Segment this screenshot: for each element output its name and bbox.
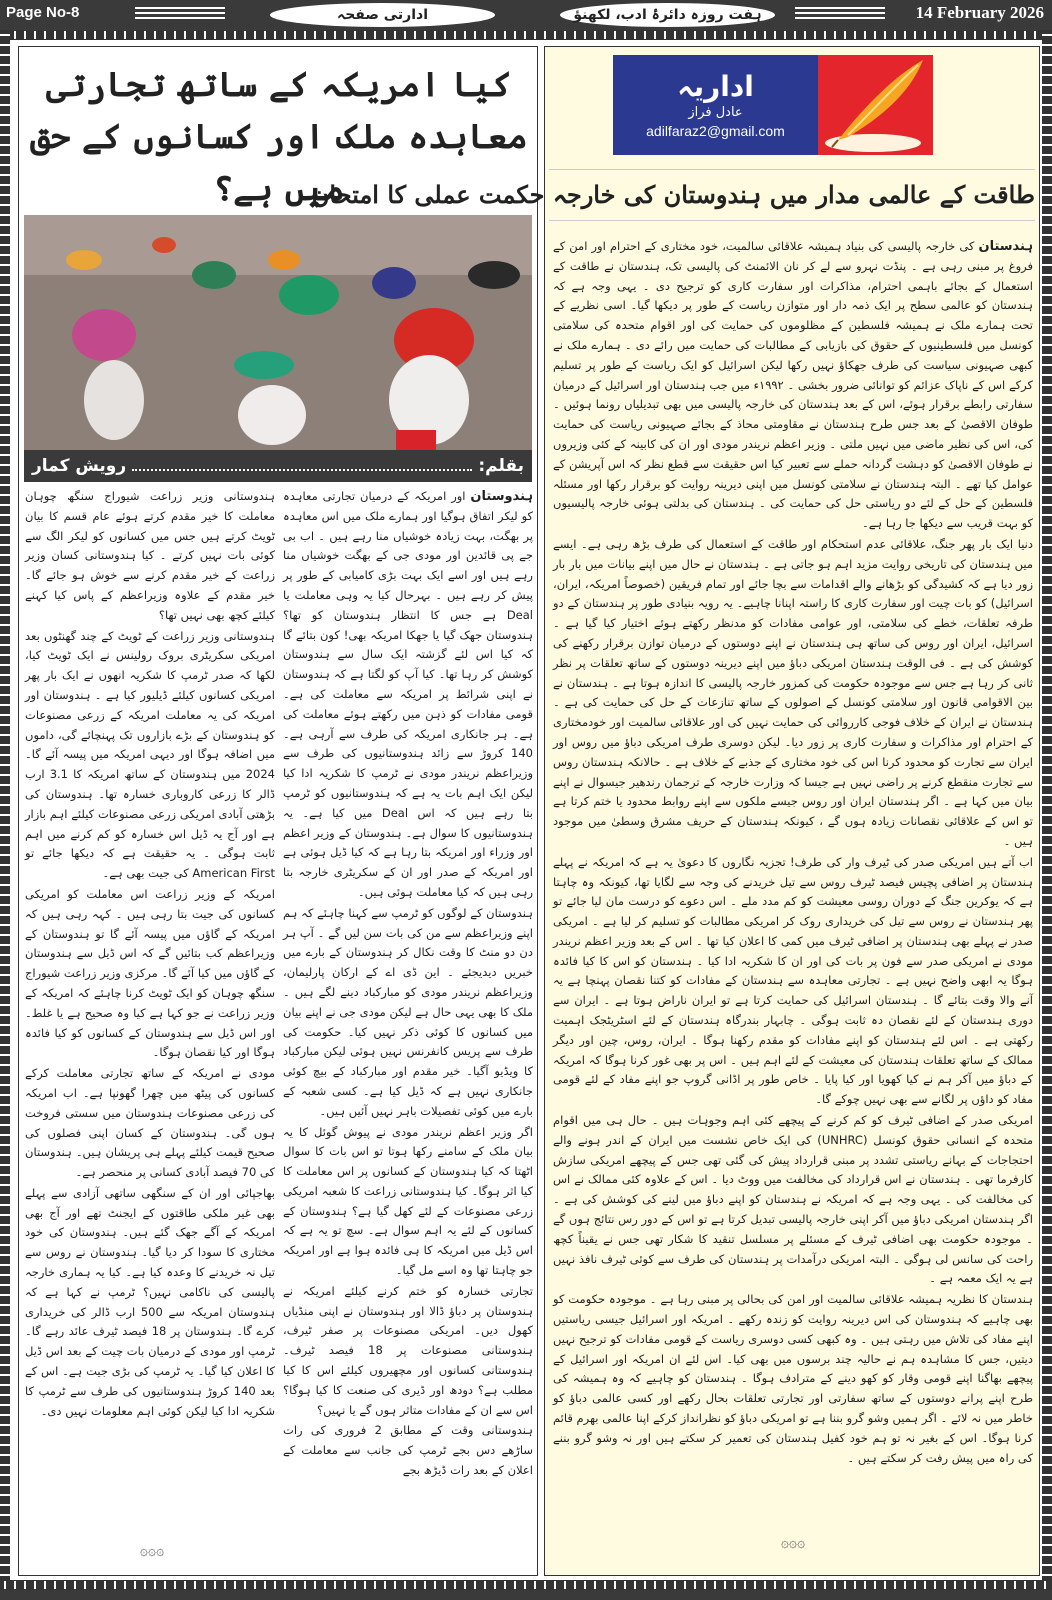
photo-illustration [24,215,532,450]
lead-word: ہندوستان [470,489,533,504]
left-ornament-row [25,1539,533,1563]
byline-dots [132,461,472,471]
banner-author: عادل فراز [688,105,743,120]
farmers-protest-photo [24,215,532,450]
publication-name: ہفت روزہ دائرۂ ادب، لکھنؤ [560,3,775,27]
paragraph [25,487,275,626]
paragraph-text: کی خارجہ پالیسی کی بنیاد ہمیشہ علاقائی سالمیت، خود مختاری کے احترام اور امن کے فروغ پر مبنی رہی ہے ۔ پنڈت نہرو سے لے کر نان الائمنٹ کی پالیسی تک، ہندستان نے طاقت کے استعمال کے بجائے باہمی احترام، مذاکرات اور سفارت کاری کو ترجیح دی ۔ یہی وجہ ہے کہ ہندستان کو عالمی سطح پر ایک ذمہ دار اور متوازن ریاست کے طور پر دیکھا گیا۔ اسی نظریے کے تحت ہمارے ملک نے ہمیشہ فلسطین کے مظلوموں کی حمایت کی اور اقوام متحدہ کی سلامتی کونسل میں فلسطینیوں کے حقوق کی بازیابی کے مطالبات کی حمایت میں رائے دی ۔ ہمارے ملک نے کبھی صہیونی سیاست کی طرف جھکاؤ نہیں رکھا لیکن اسرائیل کو ایک ریاست کے طور پر تسلیم کرکے اس کے ناپاک عزائم کو توانائی ضرور بخشی ۔ ۱۹۹۲ء میں جب ہندستان اور اسرائیل کے درمیان سفارتی رابطے برقرار ہوئے، اس کے بعد ہندستان کی خارجہ پالیسی میں بھی تبدیلیاں رونما ہوئیں ۔ طوفان الاقصیٰ کے بعد جس طرح ہندستان نے مقاومتی محاذ کے بجائے صہیونی ریاست کی حمایت کی، اس کی نظیر ماضی میں نہیں ملتی ۔ وزیر اعظم نریندر مودی اور ان کی کابینہ کے کئی وزیروں نے طوفان الاقصیٰ کو دہشت گردانہ حملے سے تعبیر کیا اس حقیقت سے قطع نظر کہ اس آپریشن کے عوامل کیا تھے ۔ البتہ ہندستان نے سلامتی کونسل میں اپنی دیرینہ روایت کو برقرار رکھا اور مسئلہ فلسطین کے حل کے لئے دو ریاستی حل کی حمایت کی ۔ ہندستان کی بدلتی ہوئی خارجہ پالیسیوں کو بہت قریب سے دیکھا جا رہا ہے۔ [553,239,1033,531]
editorial-title: طاقت کے عالمی مدار میں ہندوستان کی خارجہ حکمت عملی کا امتحان [549,169,1035,221]
paragraph [553,853,1033,1110]
ornamental-border-right [1042,30,1052,1590]
left-article-column-left [25,487,275,1527]
ornamental-border-left [0,30,10,1590]
left-article-column-right [283,487,533,1527]
left-article [18,46,538,1576]
paragraph-text: مودی نے امریکہ کے ساتھ تجارتی معاملت کرکے کسانوں کی پیٹھ میں چھرا گھونپا ہے۔ اب امریکہ کی زرعی مصنوعات ہندوستان میں سستی فروخت ہوں گی۔ ہندوستان کے کسان اپنی فصلوں کی صحیح قیمت کیلئے پہلے ہی پریشان ہیں۔ ہندوستان کی 70 فیصد آبادی کسانی پر منحصر ہے۔ [25,1066,275,1180]
editorial-body [553,237,1033,1517]
left-article-columns [25,487,533,1527]
ornamental-border-bottom [0,1580,1052,1590]
paragraph [283,1282,533,1421]
paragraph [25,1064,275,1183]
banner-blue-panel [613,55,818,155]
paragraph [283,487,533,903]
paragraph [283,904,533,1122]
quill-pen-icon [818,55,933,155]
end-ornament: ۞۞۞ [139,1543,165,1559]
header-bar [0,0,1052,30]
paragraph-text: امریکی صدر کے اضافی ٹیرف کو کم کرنے کے پیچھے کئی اہم وجوہات ہیں ۔ حال ہی میں اقوام متحدہ کے انسانی حقوق کونسل (UNHRC) کی ایک خاص نشست میں ایران کے اندر ہونے والے احتجاجات کے بہانے ریاستی تشدد پر مبنی قرارداد پیش کی گئی تھی جس کے پیچھے امریکی سازش کارفرما تھی ۔ ہندستان نے اس قرارداد کی مخالفت میں ووٹ دیا ۔ اس کے علاوہ کئی ممالک نے اس کی مخالفت کی ۔ یہی وجہ ہے کہ امریکہ نے ہندستان کو اپنے دباؤ میں لینے کی کوشش کی ہے ۔ اگر ہندستان امریکی دباؤ میں آکر اپنی خارجہ پالیسی تبدیل کرتا ہے تو اس کے دور رس نتائج ہوں گے ۔ موجودہ حکومت بھی اضافی ٹیرف کے مسئلے پر مسلسل تنقید کا شکار تھی جس نے یقیناً کچھ راحت کی سانس لی ہوگی ۔ البتہ امریکی درآمدات پر ہندستان کی طرف سے کوئی ٹیرف نافذ نہیں ہے یہ ایک معمہ ہے ۔ [553,1113,1034,1286]
paragraph [283,1123,533,1281]
paragraph [25,1184,275,1422]
decorative-lines [135,7,225,23]
paragraph-text: ہندوستانی وزیر زراعت کے ٹویٹ کے چند گھنٹوں بعد امریکی سکریٹری بروک رولینس نے ایک ٹویٹ کیا، لکھا کہ صدر ٹرمپ کا شکریہ انھوں نے ایک بار پھر امریکی کسانوں کیلئے ڈیلیور کیا ہے ۔ ہندوستان اور امریکہ کی یہ معاملت امریکہ کے زرعی مصنوعات کو ہندوستان کے بڑے بازاروں تک پہنچائے گی، داموں میں اضافہ ہوگا اور دیہی امریکہ میں پیسہ آئے گا۔ 2024 میں ہندوستان کے ساتھ امریکہ کا 3.1 ارب ڈالر کا زرعی کاروباری خسارہ تھا۔ ہندوستان کی بڑھتی آبادی امریکی زرعی مصنوعات کیلئے اہم بازار ہے اور آج یہ ڈیل اس خسارہ کو کم کرنے میں اہم ثابت ہوگی ۔ یہ حقیقت ہے کہ دیکھا جائے تو American First کی جیت بھی ہے۔ [25,628,275,881]
byline-author: رویش کمار [32,456,127,476]
paragraph-text: ہندوستان کے لوگوں کو ٹرمپ سے کہنا چاہئے کہ ہم اپنے وزیراعظم سے من کی بات سن لیں گے ۔ آپ ہر دن دو منٹ کا وقت نکال کر ہندوستان کے بارے میں خبریں دیدیجئے ۔ این ڈی اے کے ارکان پارلیمان، وزیراعظم نریندر مودی کو مبارکباد دینے لگے ہیں ۔ ملک کا بھی یہی حال ہے لیکن مودی جی نے اپنے بیان میں کسانوں کا کوئی ذکر نہیں کیا۔ حکومت کی طرف سے پریس کانفرنس نہیں ہوئی لیکن مبارکباد کا ویڈیو آگیا۔ خیر مقدم اور مبارکباد کے بیچ کوئی جانکاری نہیں ہے کہ ڈیل کیا ہے۔ کسی شعبہ کے بارے میں کوئی تفصیلات باہر نہیں آئیں ہیں۔ [283,905,533,1118]
paragraph-text: اور امریکہ کے درمیان تجارتی معاہدہ کو لیکر اتفاق ہوگیا اور ہمارے ملک میں اس معاہدہ پر بھگت، بہت زیادہ خوشیاں منا رہے ہیں ۔ اب بی جے پی قائدین اور مودی جی کے بھگت خوشیاں منا رہے ہیں اور اسے ایک بہت بڑی کامیابی کے طور پر پیش کر رہے ہیں ۔ بہرحال کیا یہ وہی معاملت یا Deal ہے جس کا انتظار ہندوستان کو تھا؟ ہندوستان جھک گیا یا جھکا امریکہ بھی! کون بتائے گا کہ کیا اس لئے گزشتہ ایک سال سے ہندوستان کوشش کر رہا تھا۔ کیا آپ کو لگتا ہے کہ ہندوستان نے اپنی شرائط پر امریکہ سے معاملت کی ہے۔ قومی مفادات کو ذہن میں رکھتے ہوئے معاملت کی ہے۔ ہر جانکاری امریکہ کی طرف سے آرہی ہے۔ 140 کروڑ سے زائد ہندوستانیوں کی طرف سے وزیراعظم نریندر مودی نے ٹرمپ کا شکریہ ادا کیا لیکن ایک اہم بات یہ ہے کہ ہندوستانیوں کو ٹرمپ بتا رہے ہیں کہ اس Deal میں کیا ہے۔ یہ ہندوستانیوں کا سوال ہے۔ ہندوستان کے وزیر اعظم اور وزراء اور امریکہ بتا رہا ہے کہ کیا ڈیل ہوئی ہے اور امریکہ کے صدر اور ان کے سکریٹری خارجہ بتا رہی ہیں کہ کیا معاملت ہوئی ہیں۔ [283,489,533,899]
issue-date: 14 February 2026 [915,3,1044,22]
page-number: Page No-8 [6,4,80,21]
paragraph [25,627,275,884]
paragraph [553,1111,1033,1289]
editorial-banner [613,55,933,155]
paragraph-text: ہندوستانی وزیر زراعت شیوراج سنگھ چوہان معاملت کا خیر مقدم کرتے ہوئے عام قسم کا بیان ٹویٹ کرتے ہیں جس میں کسانوں کو لیکر الگ سے کوئی بات نہیں کرتے ۔ کیا ہندوستانی کسان وزیر زراعت کے خیر مقدم کرنے سے خوش ہو جائے گا۔ خیر مقدم کے علاوہ وزیراعظم کے پاس کیا کہنے کیلئے کچھ بھی نہیں تھا؟ [25,489,275,622]
banner-title: اداریہ [677,70,754,103]
paragraph [553,237,1033,534]
paragraph-text: دنیا ایک بار پھر جنگ، علاقائی عدم استحکام اور طاقت کے استعمال کی طرف بڑھ رہی ہے۔ ایسے میں ہندستان کی تاریخی روایت مزید اہم ہو جاتی ہے ۔ ہندستان نے حال میں اپنے بیانات میں بار بار زور دیا ہے کہ کشیدگی کو بڑھانے والے اقدامات سے بچا جائے اور تمام فریقین (خصوصاً امریکہ، ایران، اسرائیل) کو بات چیت اور سفارت کاری کا راستہ اپنانا چاہیے۔ یہ رویہ بنیادی طور پر ہندستان کے دو طرفہ تعلقات، خطے کی سلامتی، اور عوامی مفادات کو مدنظر رکھتے ہوئے اختیار کیا گیا ہے ۔ اسرائیل، ایران اور روس کی ساتھ ہی ہندستان نے اپنے دوستوں کے درمیان توازن برقرار رکھنے کی کوشش کی ہے ۔ فی الوقت ہندستان امریکی دباؤ میں اپنے دیرینہ دوستوں کے ساتھ تعلقات پر نظر ثانی کر رہا ہے جس سے موجودہ حکومت کی کمزور خارجہ پالیسی کا اندازہ ہوتا ہے ۔ ہندستان نے بین الاقوامی قانون اور سلامتی کونسل کے اصولوں کے ساتھ تنازعات کے حل کی حمایت کی ہے ۔ ہندستان نے ایران کے خلاف فوجی کارروائی کی حمایت نہیں کی اور علاقائی سالمیت اور خودمختاری کے احترام اور مذاکرات و سفارت کاری پر زور دیا۔ لیکن دوسری طرف امریکی دباؤ میں روس اور ایران سے تجارت کو محدود کرنا اس کی خود مختاری کے جذبے کے خلاف ہے ۔ حالانکہ ہندستان روس سے تجارت منقطع کرنے پر راضی نہیں ہے جیسا کہ وزارت خارجہ کے ترجمان رندھیر جیسوال نے اپنے بیان میں کہا ہے ۔ اگر ہندستان ایران اور روس جیسے ملکوں سے اپنے روابط محدود یا ختم کرتا ہے تو اس کے علاقائی نقصانات زیادہ ہوں گے ، کیونکہ ہندستان کے حریف مشرق وسطیٰ میں موجود ہیں ۔ [553,536,1033,848]
paragraph-text: امریکہ کے وزیر زراعت اس معاملت کو امریکی کسانوں کی جیت بتا رہی ہیں ۔ کہہ رہی ہیں کہ امریکہ کے گاؤں میں پیسہ آئے گا تو ہندوستان کے وزیراعظم کب بتائیں گے کہ اس ڈیل سے ہندوستان کے گاؤں میں کیا آئے گا۔ مرکزی وزیر زراعت شیوراج سنگھ چوہان کو ایک ٹویٹ کرنا چاہئے کہ امریکہ کے وزیر زراعت نے جو کہا ہے کیا وہ صحیح ہے یا غلط۔ اور اس ڈیل سے ہندوستان کے کسانوں کو کیا فائدہ ہوگا اور کیا نقصان ہوگا۔ [25,886,275,1060]
byline-label: بقلم: [478,456,524,476]
paragraph-text: اگر وزیر اعظم نریندر مودی نے پیوش گوئل کا یہ بیان ملک کے سامنے رکھا ہوتا تو اس بات کا سوال اٹھتا کہ کیا ہندوستان کے کسانوں پر اس معاملت کا کیا اثر ہوگا۔ کیا ہندوستانی زراعت کا شعبہ امریکی زرعی مصنوعات کے لئے کھل گیا ہے؟ ہندوستان کے کسانوں کے لئے یہ اہم سوال ہے۔ سچ تو یہ ہے کہ اس ڈیل میں امریکہ کا ہی فائدہ ہوا ہے اور امریکہ جو چاہتا تھا وہ اسے مل گیا۔ [283,1124,533,1278]
footer-bar [0,1590,1052,1600]
paragraph-text: ہندوستانی وقت کے مطابق 2 فروری کی رات ساڑھے دس بجے ٹرمپ کی جانب سے معاملت کے اعلان کے بعد رات ڈیڑھ بجے [283,1423,533,1478]
decorative-lines [795,7,885,23]
paragraph [553,535,1033,852]
ornamental-border-top [0,30,1052,40]
paragraph [553,1290,1033,1468]
ornament-slot-right [279,1539,533,1563]
paragraph-text: ہندستان کا نظریہ ہمیشہ علاقائی سالمیت اور امن کی بحالی پر مبنی رہا ہے ۔ موجودہ حکومت کو بھی چاہیے کہ ہندوستان کی اس دیرینہ روایت کو زندہ رکھے ۔ امریکہ اور اسرائیل جیسی ریاستیں اپنے مفاد کی تلاش میں رہتی ہیں ۔ وہ کبھی کسی دوسری ریاست کے قومی مفادات کو ترجیح نہیں دیتیں، جس کا مشاہدہ ہم نے حالیہ چند برسوں میں بھی کیا۔ اس لئے ان امریکہ اور اسرائیل کے پیچھے بھاگنا اپنے قومی وقار کو کھو دینے کے مترادف ہوگا ۔ ہندستان کو چاہیے کہ وہ ہمیشہ کی طرح اپنے پرانے دوستوں کے ساتھ سفارتی اور تجارتی تعلقات بحال رکھے اور کسی عالمی دباؤ کو خاطر میں نہ لائے ۔ اگر ہمیں وشو گرو بننا ہے تو امریکی دباؤ کو نظرانداز کرکے اپنا عالمی بھرم قائم کرنا ہوگا۔ اس کے بغیر نہ تو ہم خود کفیل ہندستان کی تعمیر کر سکتے ہیں اور نہ وشو گرو بننے کی راہ میں پیش رفت کر سکتے ہیں ۔ [553,1292,1033,1465]
section-label: ادارتی صفحہ [270,3,495,27]
paragraph-text: بھاجپائی اور ان کے سنگھی ساتھی آزادی سے پہلے بھی غیر ملکی طاقتوں کے ایجنٹ تھے اور آج بھی امریکہ کے آگے جھک گئے ہیں۔ ہندوستان کی خود مختاری کا سودا کر دیا گیا۔ ہندوستان نے روس سے تیل نہ خریدنے کا وعدہ کیا ہے۔ کیا یہ ہماری خارجہ پالیسی کی ناکامی نہیں؟ ٹرمپ نے کہا ہے کہ ہندوستان امریکہ سے 500 ارب ڈالر کی خریداری کرے گا۔ ہندوستان پر 18 فیصد ٹیرف عائد رہے گا۔ ٹرمپ اور مودی کے درمیان بات چیت کے بعد اس ڈیل کا اعلان کیا گیا۔ یہ ٹرمپ کی بڑی جیت ہے۔ اس کے بعد 140 کروڑ ہندوستانیوں کی طرف سے ٹرمپ کا شکریہ ادا کیا لیکن کوئی اہم معلومات نہیں دی۔ [25,1185,275,1418]
paragraph [283,1421,533,1480]
lead-word: ہندستان [978,239,1033,254]
paragraph-text: تجارتی خسارہ کو ختم کرنے کیلئے امریکہ نے ہندوستان پر دباؤ ڈالا اور ہندوستان نے اپنی منڈیاں کھول دیں۔ امریکی مصنوعات پر صفر ٹیرف، ہندوستانی مصنوعات پر 18 فیصد ٹیرف۔ ہندوستانی کسانوں اور مچھیروں کیلئے اس کا کیا مطلب ہے؟ دودھ اور ڈیری کی صنعت کا کیا ہوگا؟ اس سے ان کے مفادات متاثر ہوں گے یا نہیں؟ [283,1283,533,1417]
author-email[interactable]: adilfaraz2@gmail.com [646,123,785,139]
byline [24,450,532,482]
paragraph [25,885,275,1063]
ornament-slot-left [25,1539,279,1563]
end-ornament: ۞۞۞ [780,1535,806,1551]
right-ornament-row [553,1531,1033,1555]
left-article-title: کیا امریکہ کے ساتھ تجارتی معاہدہ ملک اور کسانوں کے حق میں ہے؟ [30,65,528,209]
paragraph-text: اب آتے ہیں امریکی صدر کی ٹیرف وار کی طرف! تجزیہ نگاروں کا دعویٰ یہ ہے کہ امریکہ نے پہلے ہندستان پر اضافی پچیس فیصد ٹیرف روس سے تیل خریدنے کی وجہ سے لگایا تھا، کیونکہ وہ چاہتا ہے کہ یوکرین جنگ کے دوران روسی معیشت کو کم مدد ملے ۔ اس دعوے کو درست مان لیا جائے تو پھر ہندستان نے روس سے تیل کی خریداری روک کر امریکی مطالبات کو تسلیم کر لیا ہے ۔ امریکی صدر نے پہلے بھی ہندستان پر اضافی ٹیرف میں کمی کا اعلان کیا تھا ۔ اس کے بعد وزیر اعظم نریندر مودی نے امریکی صدر سے فون پر بات کی اور ان کا شکریہ ادا کیا ۔ ہندستان کو اس کا کیا فائدہ ہوگا یہ ابھی واضح نہیں ہے ۔ تجارتی معاہدہ سے ہندستان کے مفادات کو کتنا نقصان پہنچا ہے یہ آنے والا وقت بتائے گا ۔ ہندستان اسرائیل کی حمایت کرتا ہے تو ایران ناراض ہوتا ہے ۔ ایران سے دوری ہندستان کے لئے نقصان دہ ثابت ہوگی ۔ چابہار بندرگاہ ہندستان کے لئے اسٹریٹجک اہمیت رکھتی ہے ۔ اس لئے ہندستان کو اپنے مفادات کو مقدم رکھنا ہوگا ۔ ایران، روس، چین اور دیگر ممالک کے ساتھ تعلقات ہندستان کی معیشت کے لئے اہم ہیں ۔ اس پر بھی غور کرنا ہوگا کہ امریکہ کے دباؤ میں آکر ہم نے کیا کھویا اور کیا پایا ۔ خاص طور پر اڈانی گروپ جو اپنے مفاد کے لئے قومی مفاد کو داؤں پر لگانے سے بھی نہیں چوکے گا۔ [553,854,1033,1107]
